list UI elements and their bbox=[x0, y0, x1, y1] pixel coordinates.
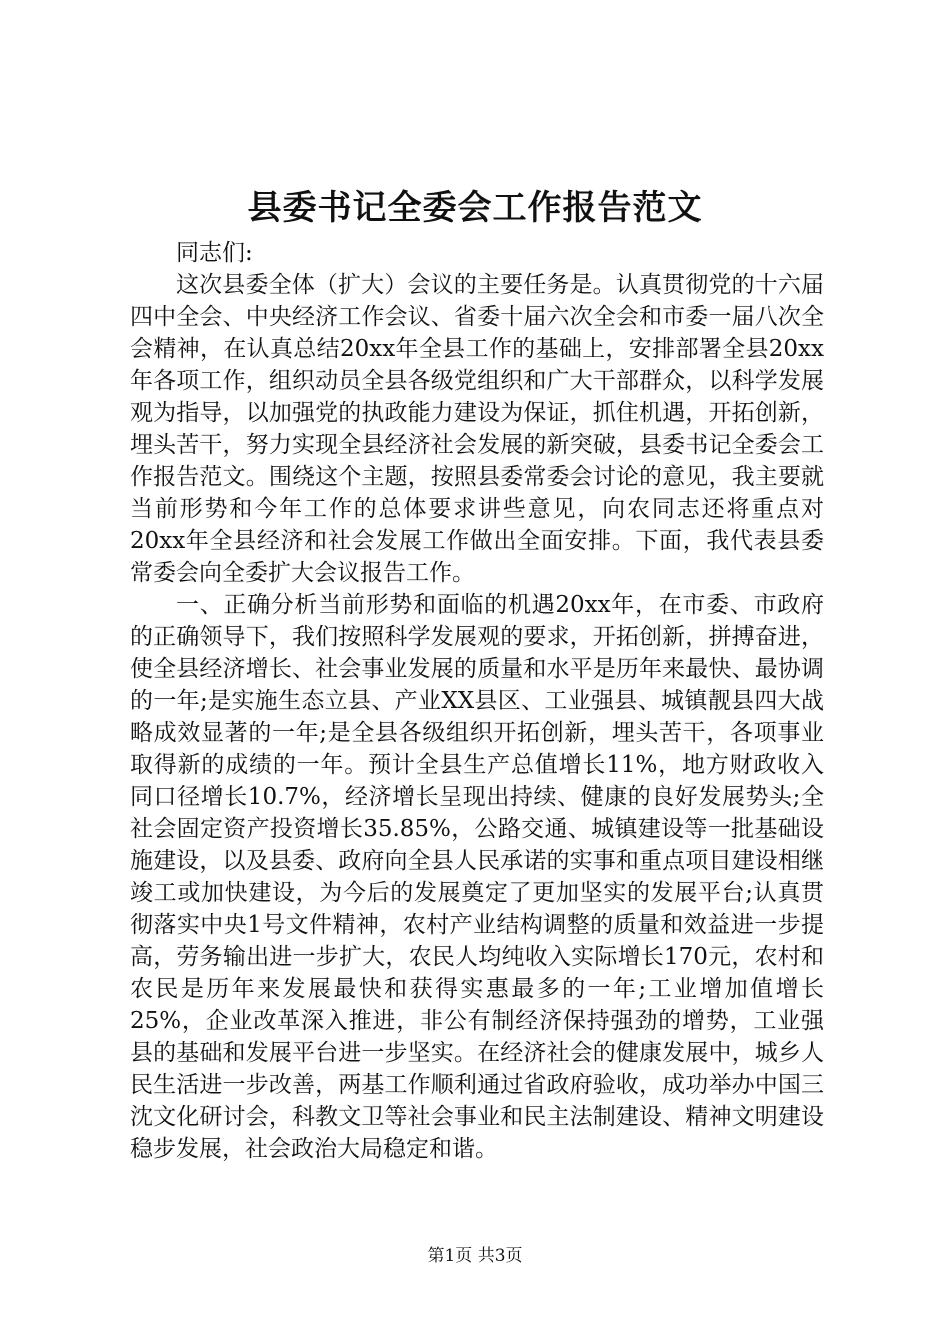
document-title: 县委书记全委会工作报告范文 bbox=[247, 188, 703, 228]
document-body bbox=[130, 237, 824, 1165]
salutation-paragraph: 同志们: bbox=[176, 240, 253, 266]
situation-paragraph: 一、正确分析当前形势和面临的机遇20xx年，在市委、市政府的正确领导下，我们按照科学发展观的要求，开拓创新，拼搏奋进，使全县经济增长、社会事业发展的质量和水平是历年来最快、最协调的一年;是实施生态立县、产业XX县区、工业强县、城镇靓县四大战略成效显著的一年;是全县各级组织开拓创新，埋头苦干，各项事业取得新的成绩的一年。预计全县生产总值增长11%，地方财政收入同口径增长10.7%，经济增长呈现出持续、健康的良好发展势头;全社会固定资产投资增长35.85%，公路交通、城镇建设等一批基础设施建设，以及县委、政府向全县人民承诺的实事和重点项目建设相继竣工或加快建设，为今后的发展奠定了更加坚实的发展平台;认真贯彻落实中央1号文件精神，农村产业结构调整的质量和效益进一步提高，劳务输出进一步扩大，农民人均纯收入实际增长170元，农村和农民是历年来发展最快和获得实惠最多的一年;工业增加值增长25%，企业改革深入推进，非公有制经济保持强劲的增势，工业强县的基础和发展平台进一步坚实。在经济社会的健康发展中，城乡人民生活进一步改善，两基工作顺利通过省政府验收，成功举办中国三沈文化研讨会，科教文卫等社会事业和民主法制建设、精神文明建设稳步发展，社会政治大局稳定和谐。 bbox=[130, 592, 824, 1162]
page-footer: 第1页 共3页 bbox=[427, 1246, 523, 1266]
intro-paragraph: 这次县委全体（扩大）会议的主要任务是。认真贯彻党的十六届四中全会、中央经济工作会议、省委十届六次全会和市委一届八次全会精神，在认真总结20xx年全县工作的基础上，安排部署全县20xx年各项工作，组织动员全县各级党组织和广大干部群众，以科学发展观为指导，以加强党的执政能力建设为保证，抓住机遇，开拓创新，埋头苦干，努力实现全县经济社会发展的新突破，县委书记全委会工作报告范文。围绕这个主题，按照县委常委会讨论的意见，我主要就当前形势和今年工作的总体要求讲些意见，向农同志还将重点对20xx年全县经济和社会发展工作做出全面安排。下面，我代表县委常委会向全委扩大会议报告工作。 bbox=[130, 272, 824, 586]
